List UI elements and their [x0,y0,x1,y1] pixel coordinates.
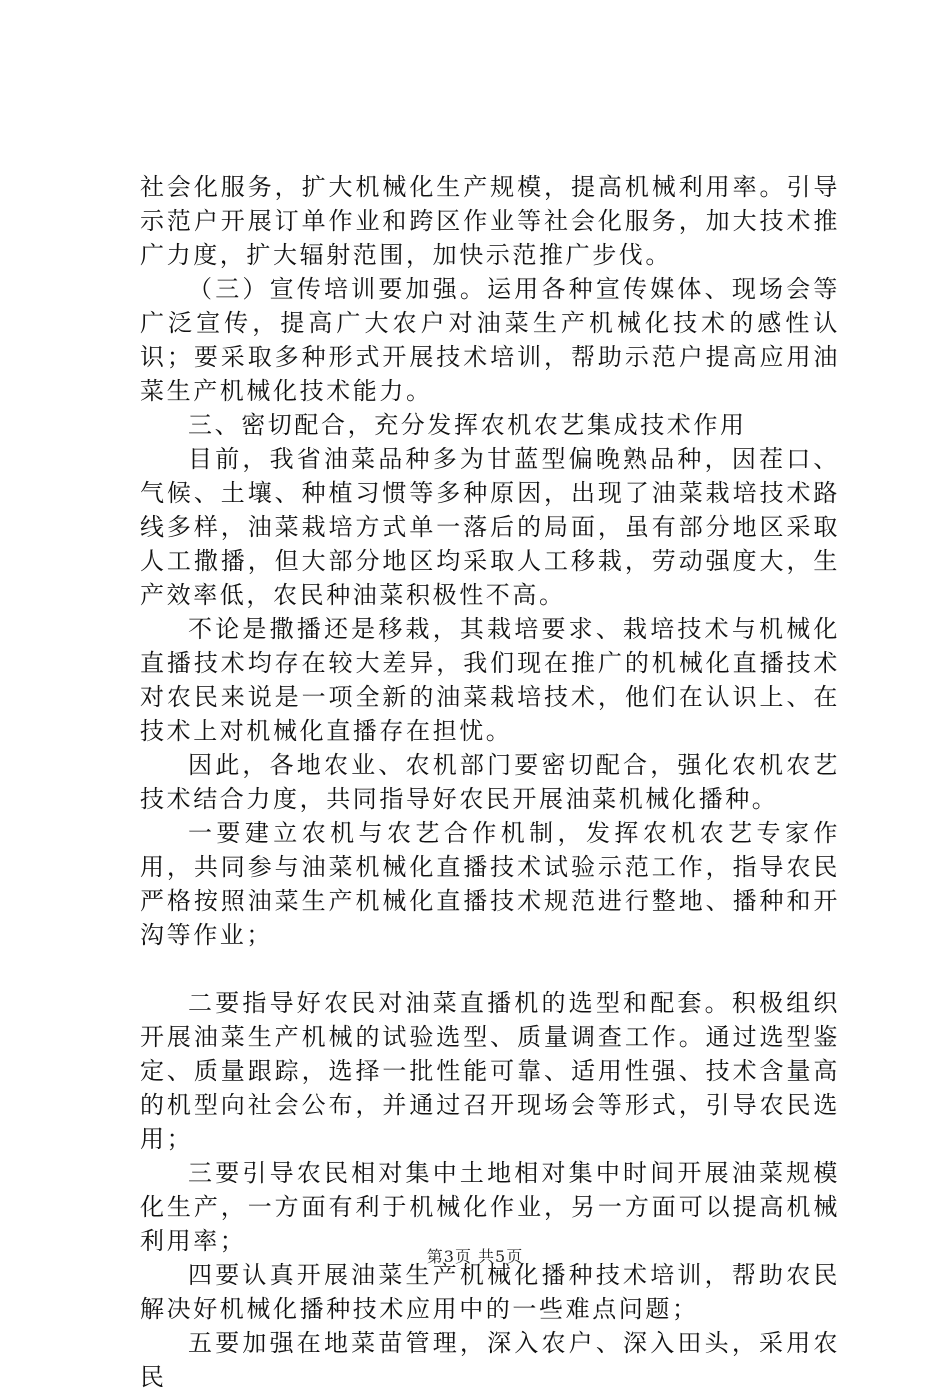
paragraph-therefore: 因此，各地农业、农机部门要密切配合，强化农机农艺技术结合力度，共同指导好农民开展油菜机械化播种。 [140,751,840,813]
section-heading-cooperation: 三、密切配合，充分发挥农机农艺集成技术作用 [188,411,747,439]
page-number-footer: 第3页 共5页 [426,1247,524,1266]
paragraph-continuation: 社会化服务，扩大机械化生产规模，提高机械利用率。引导示范户开展订单作业和跨区作业等社会化服务，加大技术推广力度，扩大辐射范围，加快示范推广步伐。 [140,173,840,269]
paragraph-current-situation: 目前，我省油菜品种多为甘蓝型偏晚熟品种，因茬口、气候、土壤、种植习惯等多种原因，出现了油菜栽培技术路线多样，油菜栽培方式单一落后的局面，虽有部分地区采取人工撒播，但大部分地区均采取人工移栽，劳动强度大，生产效率低，农民种油菜积极性不高。 [140,445,840,609]
paragraph-item-three: 三要引导农民相对集中土地相对集中时间开展油菜规模化生产，一方面有利于机械化作业，另一方面可以提高机械利用率； [140,1159,840,1255]
document-body [140,170,840,1394]
paragraph-item-five: 五要加强在地菜苗管理，深入农户、深入田头，采用农民 [140,1329,840,1391]
paragraph-item-one: 一要建立农机与农艺合作机制，发挥农机农艺专家作用，共同参与油菜机械化直播技术试验示范工作，指导农民严格按照油菜生产机械化直播技术规范进行整地、播种和开沟等作业； [140,819,840,949]
paragraph-differences: 不论是撒播还是移栽，其栽培要求、栽培技术与机械化直播技术均存在较大差异，我们现在推广的机械化直播技术对农民来说是一项全新的油菜栽培技术，他们在认识上、在技术上对机械化直播存在担忧。 [140,615,840,745]
paragraph-publicity-training: （三）宣传培训要加强。运用各种宣传媒体、现场会等广泛宣传，提高广大农户对油菜生产机械化技术的感性认识；要采取多种形式开展技术培训，帮助示范户提高应用油菜生产机械化技术能力。 [140,275,840,405]
paragraph-item-two: 二要指导好农民对油菜直播机的选型和配套。积极组织开展油菜生产机械的试验选型、质量调查工作。通过选型鉴定、质量跟踪，选择一批性能可靠、适用性强、技术含量高的机型向社会公布，并通过召开现场会等形式，引导农民选用； [140,989,840,1153]
paragraph-item-four: 四要认真开展油菜生产机械化播种技术培训，帮助农民解决好机械化播种技术应用中的一些难点问题； [140,1261,840,1323]
